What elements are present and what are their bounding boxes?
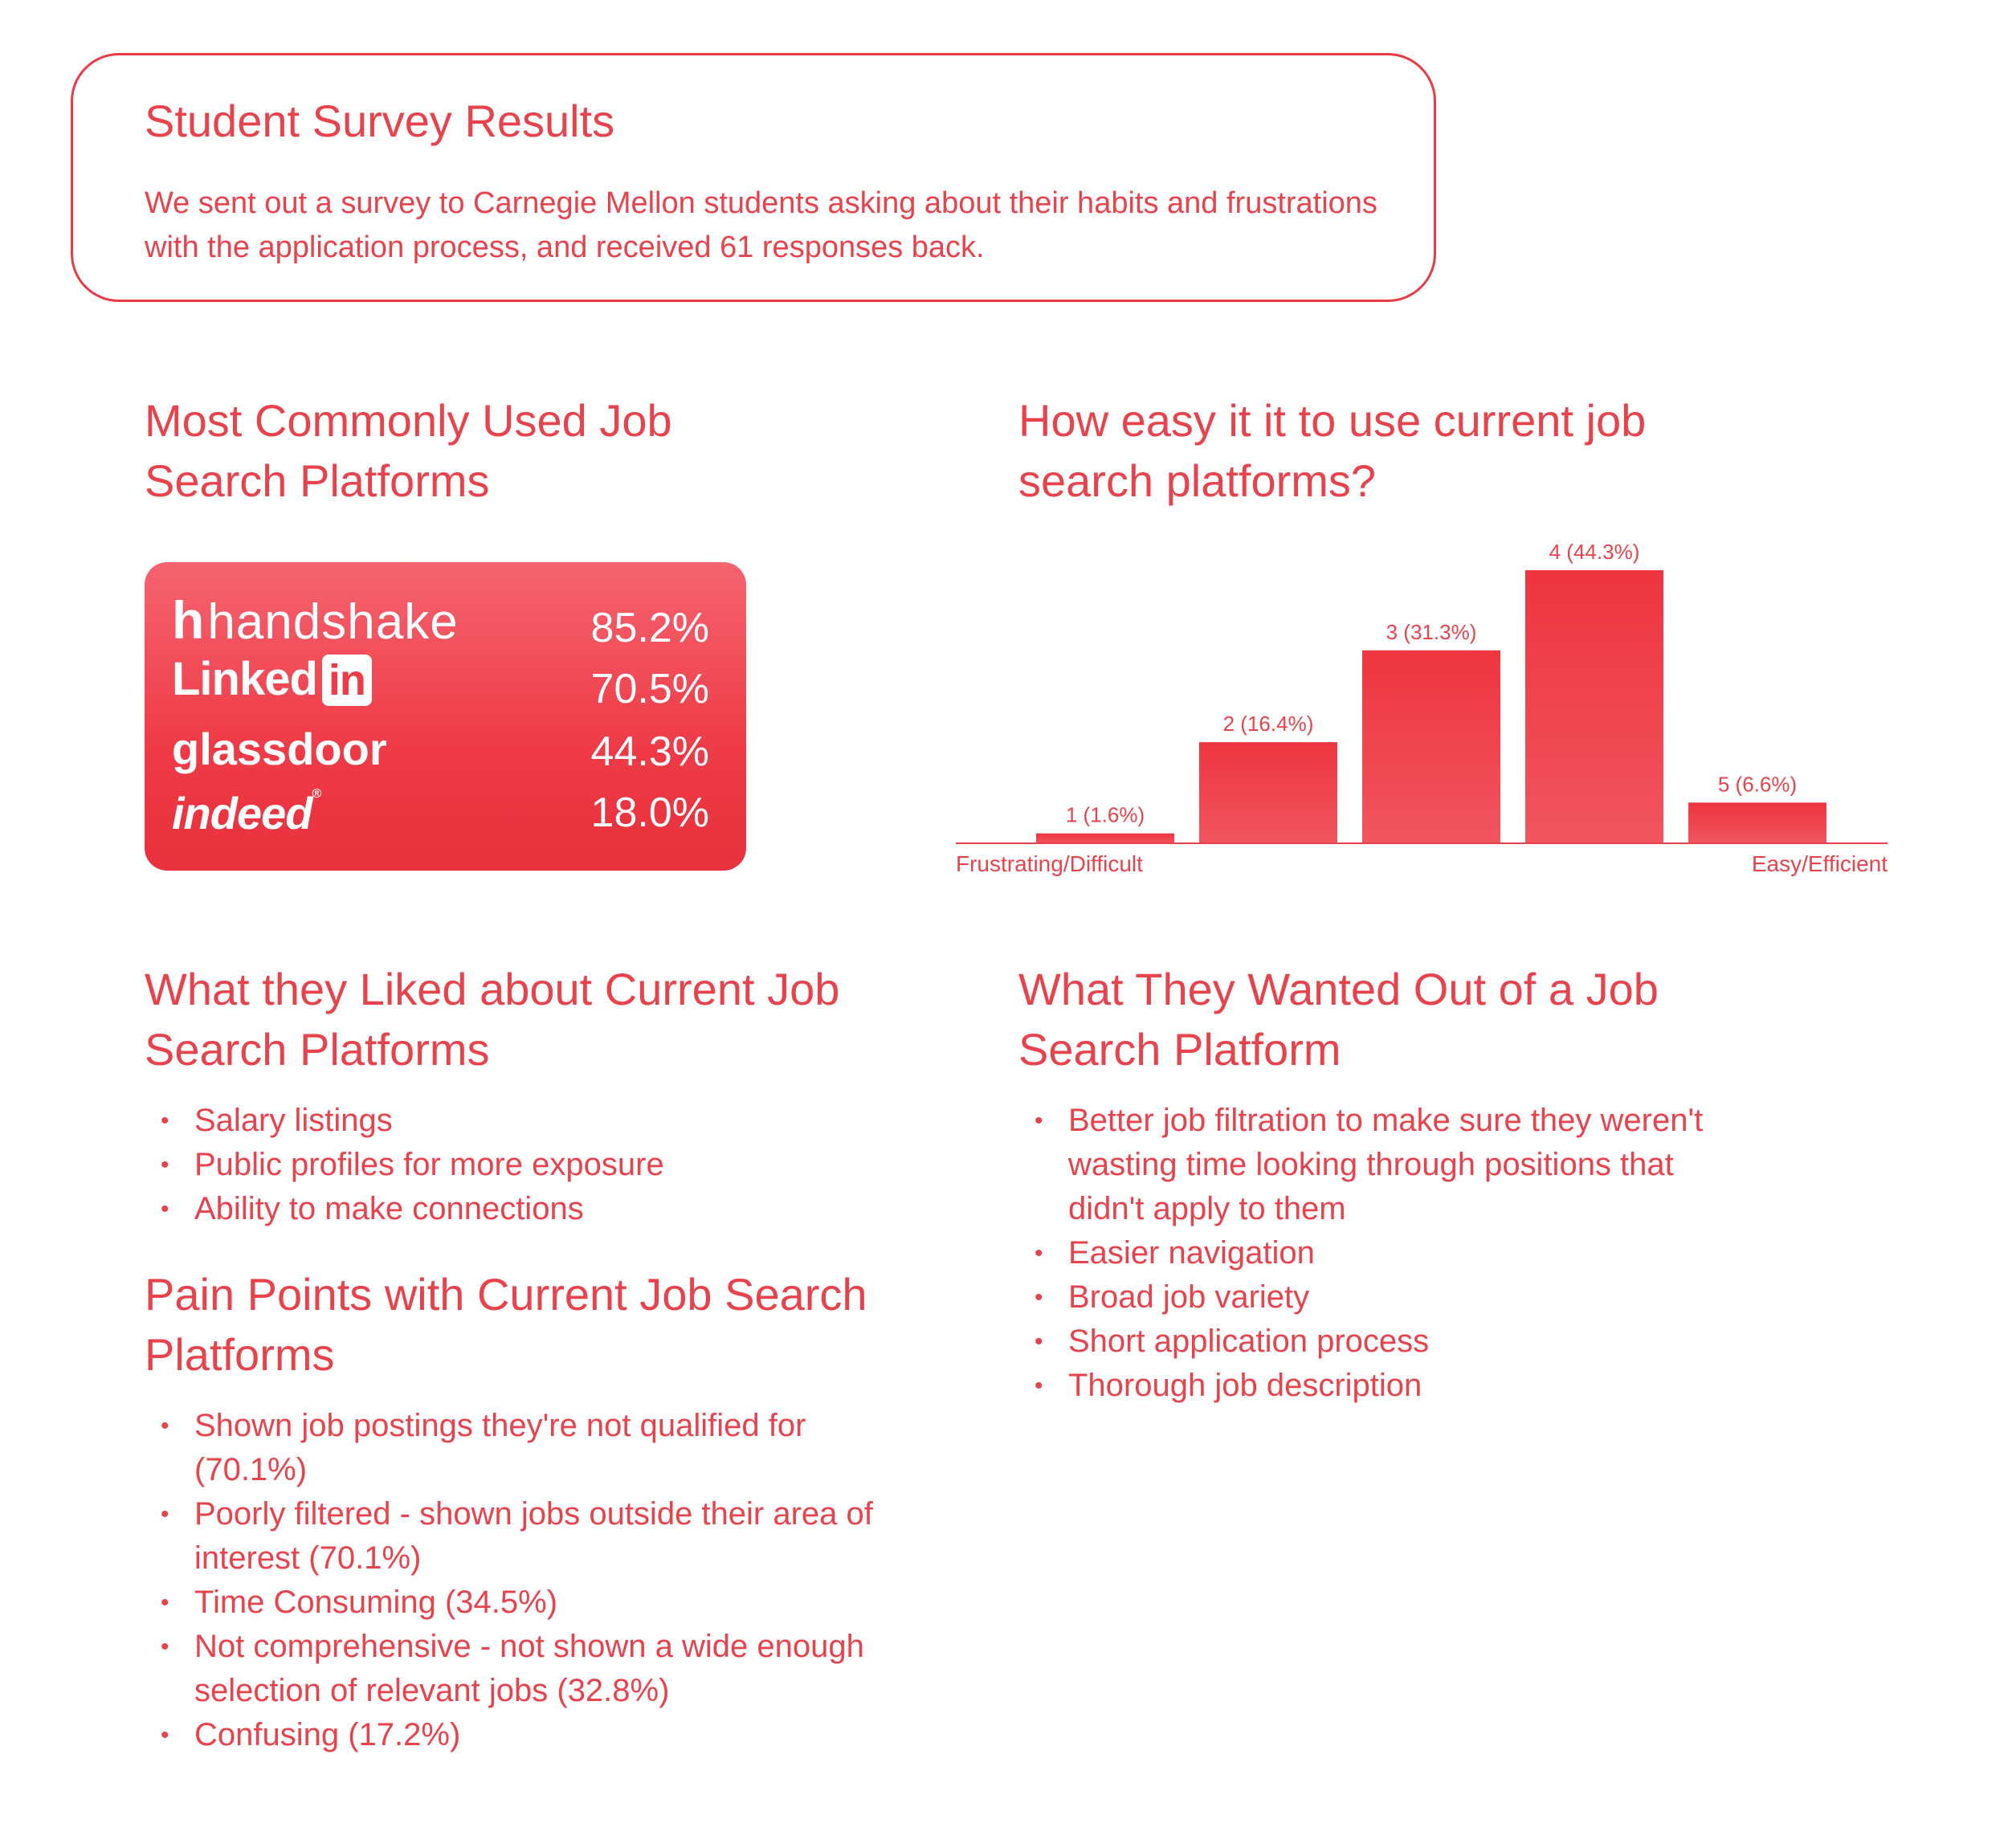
pain-list [145, 1404, 916, 1757]
chart-bar-label-1: 1 (1.6%) [1065, 802, 1145, 827]
chart-bar-1 [1036, 834, 1174, 843]
chart-bar-label-5: 5 (6.6%) [1717, 772, 1798, 797]
list-item: • Not comprehensive - not shown a wide enough selection of relevant jobs (32.8%) [145, 1625, 916, 1713]
platforms-title-line1: Most Commonly Used Job [145, 395, 672, 446]
list-item: • Broad job variety [1018, 1275, 1741, 1320]
ease-bar-chart [948, 522, 1896, 891]
handshake-percent: 85.2% [590, 605, 709, 651]
pain-section-title [145, 1264, 867, 1385]
x-axis-end-label: Easy/Efficient [1751, 851, 1888, 876]
linkedin-percent: 70.5% [590, 666, 709, 712]
linkedin-in-badge: in [322, 655, 372, 706]
ease-title-line2: search platforms? [1018, 455, 1377, 506]
liked-section-title [145, 959, 839, 1079]
platform-usage-card [145, 562, 746, 871]
list-item: • Easier navigation [1018, 1231, 1741, 1275]
intro-description: We sent out a survey to Carnegie Mellon students asking about their habits and frustrations with the application process, and received 61 responses back. [145, 186, 1377, 264]
ease-section-title [1018, 390, 1646, 511]
platforms-title-line2: Search Platforms [145, 455, 490, 506]
list-item: • Shown job postings they're not qualified for (70.1%) [145, 1404, 916, 1492]
pain-title-line2: Platforms [145, 1329, 335, 1380]
list-item: • Short application process [1018, 1320, 1741, 1364]
chart-bar-4 [1525, 570, 1663, 843]
liked-title-line2: Search Platforms [145, 1024, 490, 1075]
list-item: • Salary listings [145, 1099, 908, 1143]
page-title: Student Survey Results [145, 96, 615, 146]
wanted-list [1018, 1099, 1741, 1408]
glassdoor-percent: 44.3% [590, 728, 709, 775]
indeed-wordmark: indeed [172, 788, 312, 838]
chart-bar-3 [1362, 651, 1500, 843]
linkedin-logo [172, 652, 372, 706]
registered-mark: ® [312, 787, 321, 801]
platforms-section-title [145, 390, 672, 511]
liked-title-line1: What they Liked about Current Job [145, 964, 840, 1014]
ease-title-line1: How easy it it to use current job [1018, 395, 1647, 446]
list-item: • Poorly filtered - shown jobs outside their area of interest (70.1%) [145, 1492, 916, 1581]
indeed-percent: 18.0% [590, 789, 709, 836]
list-item: • Public profiles for more exposure [145, 1143, 908, 1187]
glassdoor-logo: glassdoor [172, 724, 387, 774]
indeed-logo [172, 787, 320, 839]
chart-bar-label-2: 2 (16.4%) [1222, 712, 1314, 736]
list-item: • Thorough job description [1018, 1364, 1741, 1408]
linkedin-wordmark: Linked [172, 653, 317, 705]
wanted-section-title [1018, 959, 1659, 1079]
list-item: • Time Consuming (34.5%) [145, 1581, 916, 1625]
chart-bar-label-3: 3 (31.3%) [1386, 619, 1477, 644]
chart-bar-2 [1199, 742, 1337, 843]
list-item: • Ability to make connections [145, 1187, 908, 1231]
handshake-logo [172, 589, 459, 651]
wanted-title-line2: Search Platform [1018, 1024, 1341, 1075]
chart-bar-label-4: 4 (44.3%) [1549, 540, 1640, 564]
liked-list [145, 1099, 908, 1231]
handshake-mark-icon: h [172, 590, 200, 650]
chart-bar-5 [1688, 802, 1826, 843]
x-axis-start-label: Frustrating/Difficult [956, 851, 1143, 876]
wanted-title-line1: What They Wanted Out of a Job [1018, 964, 1659, 1014]
handshake-wordmark: handshake [207, 594, 459, 650]
list-item: • Confusing (17.2%) [145, 1713, 916, 1757]
pain-title-line1: Pain Points with Current Job Search [145, 1269, 867, 1320]
list-item: • Better job filtration to make sure they weren't wasting time looking through positions that didn't apply to them [1018, 1099, 1741, 1231]
